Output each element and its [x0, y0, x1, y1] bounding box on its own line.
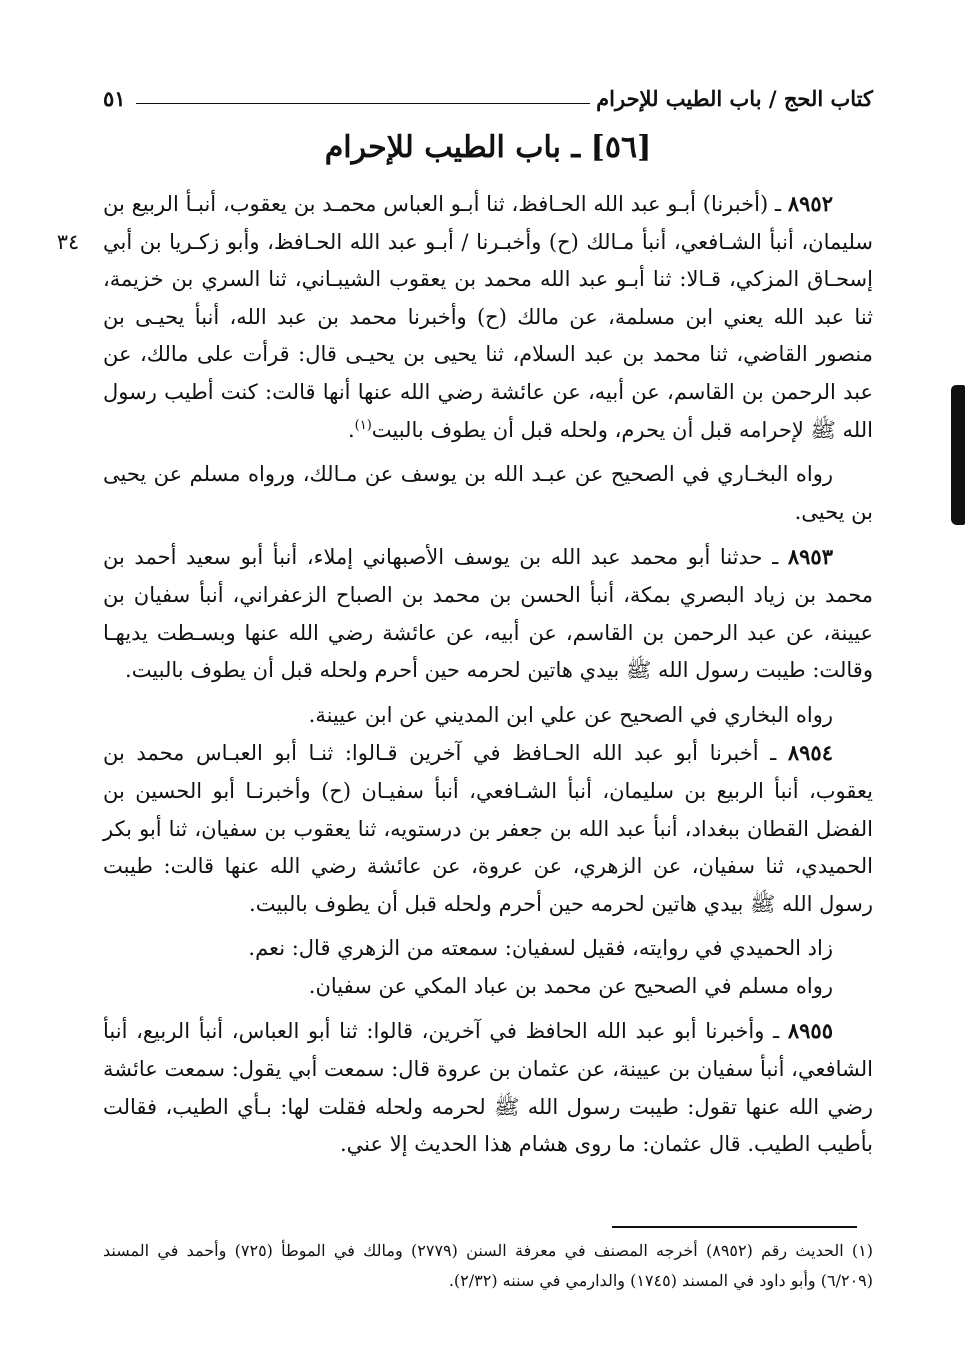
hadith-note: رواه البخاري في الصحيح عن علي ابن المديني عن ابن عيينة. — [308, 702, 833, 727]
hadith-number: ٨٩٥٣ — [787, 544, 833, 570]
running-title: كتاب الحج / باب الطيب للإحرام — [596, 85, 873, 111]
hadith-text: ـ حدثنا أبو محمد عبد الله بن يوسف الأصبهاني إملاء، أنبأ أبو سعيد أحمد بن محمد بن زياد البصري بمكة، أنبأ الحسن بن محمد بن الصباح الزعفراني، أنبأ سفيان بن عيينة، عن عبد الرحمن بن القاسم، عن أبيه، عن عائشة رضي الله عنها وبسـطت يديهـا وقالت: طيبت رسول الله ﷺ بيدي هاتين لحرمه حين أحرم ولحله قبل أن يطوف بالبيت. — [103, 545, 873, 683]
hadith-number: ٨٩٥٢ — [787, 191, 833, 216]
hadith-text-end: . — [347, 417, 355, 442]
scan-edge-mark — [951, 385, 965, 525]
hadith-number: ٨٩٥٥ — [787, 1018, 833, 1044]
footnotes — [103, 1236, 873, 1296]
footnote-marker[interactable]: (١) — [354, 417, 372, 433]
page-number: ٥١ — [103, 85, 126, 111]
hadith-note: زاد الحميدي في روايته، فقيل لسفيان: سمعته من الزهري قال: نعم. — [248, 936, 833, 961]
running-header — [103, 78, 873, 118]
hadith-number: ٨٩٥٤ — [787, 740, 833, 766]
hadith-8953 — [103, 538, 873, 689]
hadith-note: رواه البخـاري في الصحيح عن عبـد الله بن يوسف عن مـالك، ورواه مسلم عن يحيى بن يحيى. — [103, 462, 873, 524]
header-rule — [136, 103, 591, 104]
footnote-rule — [612, 1226, 857, 1228]
hadith-8952 — [103, 185, 873, 449]
main-text — [103, 185, 873, 1164]
hadith-note: رواه مسلم في الصحيح عن محمد بن عباد المكي عن سفيان. — [308, 973, 833, 998]
hadith-text: ـ وأخبرنا أبو عبد الله الحافظ في آخرين، قالوا: ثنا أبو العباس، أنبأ الربيع، أنبأ الشافعي، أنبأ سفيان بن عيينة، عن عثمان بن عروة قال: سمعت أبي يقول: سمعت عائشة رضي الله عنها تقول: طيبت رسول الله ﷺ لحرمه ولحله فقلت لها: بـأي الطيب، فقالت بأطيب الطيب. قال عثمان: ما روى هشام هذا الحديث إلا عني. — [103, 1019, 873, 1157]
hadith-8954 — [103, 734, 873, 923]
footnote-1: (١) الحديث رقم (٨٩٥٢) أخرجه المصنف في معرفة السنن (٢٧٧٩) ومالك في الموطأ (٧٢٥) وأحمد في المسند (٦/٢٠٩) وأبو داود في المسند (١٧٤٥) والدارمي في سننه (٢/٣٢). — [103, 1241, 874, 1290]
chapter-title: [٥٦] ـ باب الطيب للإحرام — [324, 130, 652, 165]
margin-page-reference: ٣٤ — [56, 230, 80, 254]
hadith-text: ـ أخبرنا أبو عبد الله الحـافظ في آخرين قـالوا: ثنـا أبو العبـاس محمد بن يعقوب، أنبأ الربيع بن سليمان، أنبأ الشـافعي، أنبأ سفيـان (ح) وأخبرنـا أبو الحسين بن الفضل القطان ببغداد، أنبأ عبد الله بن جعفر بن درستويه، ثنا يعقوب بن سفيان، ثنا أبو بكر الحميدي، ثنا سفيان، عن الزهري، عن عروة، عن عائشة رضي الله عنها قالت: طيبت رسول الله ﷺ بيدي هاتين لحرمه حين أحرم ولحله قبل أن يطوف بالبيت. — [103, 741, 873, 916]
hadith-8955 — [103, 1012, 873, 1163]
hadith-text: ـ (أخبرنا) أبـو عبد الله الحـافظ، ثنا أبـو العباس محمـد بن يعقوب، أنبـأ الربيع بن سليمان، أنبأ الشـافعي، أنبأ مـالك (ح) وأخبـرنا / أبـو عبد الله الحـافظ، وأبو زكـريا بن أبي إسحـاق المزكي، قـالا: ثنا أبـو عبد الله محمد بن يعقوب الشيبـاني، ثنا السري بن خزيمة، ثنا عبد الله يعني ابن مسلمة، عن مالك (ح) وأخبرنا محمد بن عبد الله، أنبأ يحيـى بن منصور القاضي، ثنا محمد بن عبد السلام، ثنا يحيى بن يحيـى قال: قرأت على مالك، عن عبد الرحمن بن القاسم، عن أبيه، عن عائشة رضي الله عنها أنها قالت: كنت أطيب رسول الله ﷺ لإحرامه قبل أن يحرم، ولحله قبل أن يطوف بالبيت — [103, 192, 873, 442]
